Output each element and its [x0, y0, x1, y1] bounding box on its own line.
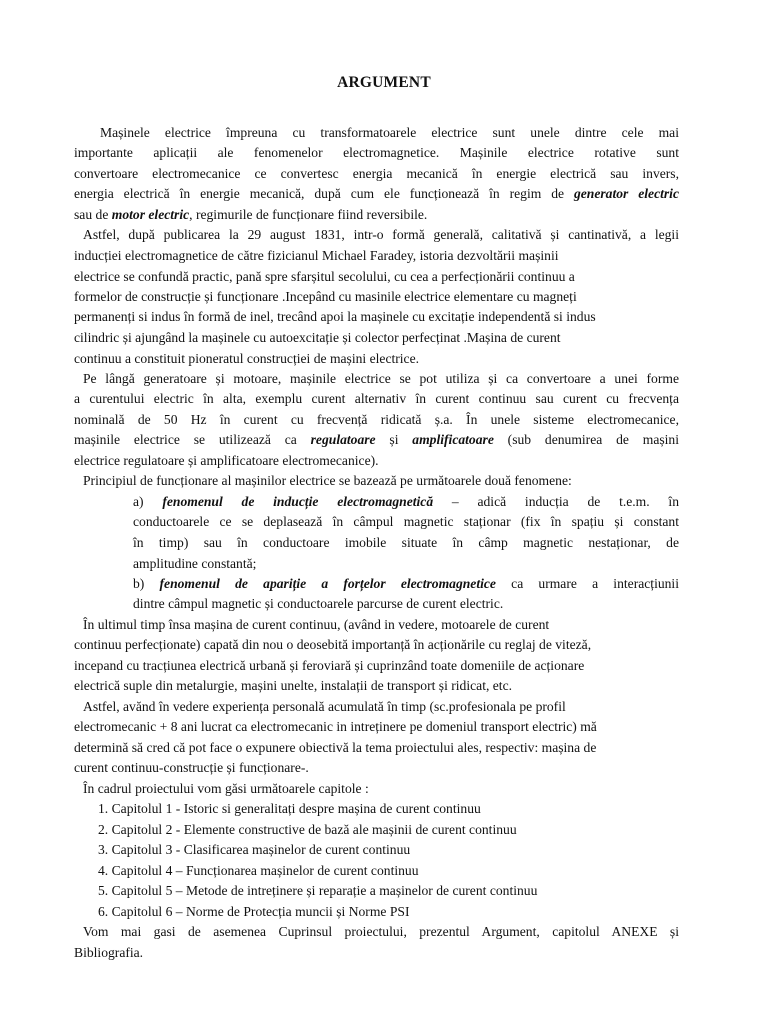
- text-line: [74, 761, 679, 775]
- text-segment: În cadrul proiectului vom găsi următoarele capitole :: [83, 781, 369, 796]
- text-segment: Vom mai gasi de asemenea Cuprinsul proiectului, prezentul Argument, capitolul ANEXE și: [83, 924, 679, 939]
- text-segment: în timp) sau în conductoare imobile situate în câmp magnetic nestaționar, de: [133, 535, 679, 550]
- text-segment: ca urmare a interacțiunii: [495, 576, 679, 591]
- text-line: [74, 310, 679, 324]
- text-line: [133, 557, 679, 571]
- text-segment: În ultimul timp însa mașina de curent continuu, (având in vedere, motoarele de curent: [83, 617, 550, 632]
- text-segment: electrice se confundă practic, pană spre sfarșitul secolului, cu cea a perfecționării continuu a: [74, 269, 575, 284]
- text-line: [74, 270, 679, 284]
- text-line: [83, 474, 679, 488]
- text-line: [74, 413, 679, 427]
- text-segment: Astfel, avănd în vedere experiența personală acumulată în timp (sc.profesionala pe profil: [83, 699, 566, 714]
- text-segment: 1. Capitolul 1 - Istoric si generalitați despre mașina de curent continuu: [98, 801, 481, 816]
- text-line: [98, 905, 679, 919]
- text-segment: importante aplicații ale fenomenelor electromagnetice. Mașinile electrice rotative sunt: [74, 145, 679, 160]
- text-segment: electrice regulatoare și amplificatoare electromecanice).: [74, 453, 379, 468]
- text-segment: incepand cu tracțiunea electrică urbană și feroviară și cuprinzând toate domeniile de acționare: [74, 658, 585, 673]
- text-segment: 5. Capitolul 5 – Metode de intreținere și reparație a mașinelor de curent continuu: [98, 883, 538, 898]
- text-segment: Bibliografia.: [74, 945, 144, 960]
- text-segment: 2. Capitolul 2 - Elemente constructive de bază ale mașinii de curent continuu: [98, 822, 517, 837]
- text-segment: amplitudine constantă;: [133, 556, 257, 571]
- text-line: [133, 536, 679, 550]
- page-title: ARGUMENT: [337, 74, 431, 91]
- text-segment: inducției electromagnetice de către fizicianul Michael Faradey, istoria dezvoltării mașinii: [74, 248, 559, 263]
- text-line: [98, 802, 679, 816]
- text-segment: , regimurile de funcționare fiind reversibile.: [189, 207, 428, 222]
- text-segment: curent continuu-construcție și funcționare-.: [74, 760, 309, 775]
- text-segment: (sub denumirea de mașini: [493, 432, 679, 447]
- text-segment: determină să cred că pot face o expunere obiectivă la tema proiectului ales, respectiv: mașina de: [74, 740, 597, 755]
- text-line: [133, 495, 679, 509]
- text-line: [133, 515, 679, 529]
- text-line: [74, 146, 679, 160]
- text-segment: formelor de construcție și funcționare .Incepând cu masinile electrice elementare cu magneți: [74, 289, 577, 304]
- text-segment: b): [133, 576, 160, 591]
- text-line: [133, 597, 679, 611]
- text-line: [74, 167, 679, 181]
- text-segment: – adică inducția de t.e.m. în: [433, 494, 679, 509]
- text-segment: sau de: [74, 207, 112, 222]
- text-segment: convertoare electromecanice ce convertesc energia mecanică în energie electrică sau invers,: [74, 166, 679, 181]
- text-line: [83, 782, 679, 796]
- text-line: [133, 577, 679, 591]
- text-segment: Mașinele electrice împreuna cu transformatoarele electrice sunt unele dintre cele mai: [100, 125, 679, 140]
- emphasis-term: fenomenul de apariție a forțelor electromagnetice: [159, 576, 496, 591]
- text-segment: 3. Capitolul 3 - Clasificarea mașinelor de curent continuu: [98, 842, 411, 857]
- text-line: [74, 454, 679, 468]
- text-line: [74, 433, 679, 447]
- text-line: [83, 618, 679, 632]
- text-segment: a curentului electric în alta, exemplu curent alternativ în curent continuu sau curent cu frecvența: [74, 391, 679, 406]
- text-segment: permanenți si indus în formă de inel, trecând apoi la mașinele cu excitație independentă si indus: [74, 309, 596, 324]
- text-segment: Astfel, după publicarea la 29 august 1831, intr-o formă generală, calitativă și cantinativă, a legii: [83, 227, 679, 242]
- text-line: [98, 884, 679, 898]
- text-segment: continuu a constituit pioneratul construcției de mașini electrice.: [74, 351, 420, 366]
- text-line: [74, 392, 679, 406]
- text-segment: și: [375, 432, 413, 447]
- text-line: [83, 700, 679, 714]
- text-segment: conductoarele ce se deplasează în câmpul magnetic staționar (fix în spațiu și constant: [133, 514, 679, 529]
- text-line: [98, 823, 679, 837]
- text-line: [100, 126, 679, 140]
- text-line: [83, 372, 679, 386]
- text-line: [83, 925, 679, 939]
- text-line: [74, 741, 679, 755]
- text-segment: 6. Capitolul 6 – Norme de Protecția muncii și Norme PSI: [98, 904, 410, 919]
- text-line: [74, 331, 679, 345]
- emphasis-term: amplificatoare: [412, 432, 494, 447]
- text-line: [74, 187, 679, 201]
- text-segment: a): [133, 494, 163, 509]
- emphasis-term: fenomenul de inducție electromagnetică: [162, 494, 434, 509]
- text-segment: energia electrică în energie mecanică, după cum ele funcționează în regim de: [74, 186, 574, 201]
- text-line: [74, 946, 679, 960]
- text-line: [74, 679, 679, 693]
- text-segment: Principiul de funcționare al mașinilor electrice se bazează pe următoarele două fenomene:: [83, 473, 572, 488]
- text-line: [74, 659, 679, 673]
- text-segment: electromecanic + 8 ani lucrat ca electromecanic in intreținere pe domeniul transport electric) mă: [74, 719, 597, 734]
- text-line: [74, 720, 679, 734]
- text-line: [74, 290, 679, 304]
- text-line: [74, 249, 679, 263]
- text-segment: mașinile electrice se utilizează ca: [74, 432, 311, 447]
- text-segment: continuu perfecționate) capată din nou o deosebită importanță în acționările cu reglaj de viteză,: [74, 637, 592, 652]
- text-line: [83, 228, 679, 242]
- text-line: [74, 638, 679, 652]
- text-segment: Pe lângă generatoare și motoare, mașinile electrice se pot utiliza și ca convertoare a unei forme: [83, 371, 679, 386]
- text-segment: cilindric și ajungând la mașinele cu autoexcitație și colector perfecținat .Mașina de curent: [74, 330, 561, 345]
- emphasis-term: motor electric: [111, 207, 190, 222]
- emphasis-term: generator electric: [573, 186, 679, 201]
- text-line: [74, 208, 679, 222]
- text-line: [74, 352, 679, 366]
- text-segment: electrică suple din metalurgie, mașini unelte, instalații de transport și ridicat, etc.: [74, 678, 513, 693]
- text-line: [98, 843, 679, 857]
- text-segment: dintre câmpul magnetic și conductoarele parcurse de curent electric.: [133, 596, 504, 611]
- text-line: [98, 864, 679, 878]
- text-segment: nominală de 50 Hz în curent cu frecvență ridicată ș.a. În unele sisteme electromecanice,: [74, 412, 679, 427]
- emphasis-term: regulatoare: [310, 432, 376, 447]
- text-segment: 4. Capitolul 4 – Funcționarea mașinelor de curent continuu: [98, 863, 419, 878]
